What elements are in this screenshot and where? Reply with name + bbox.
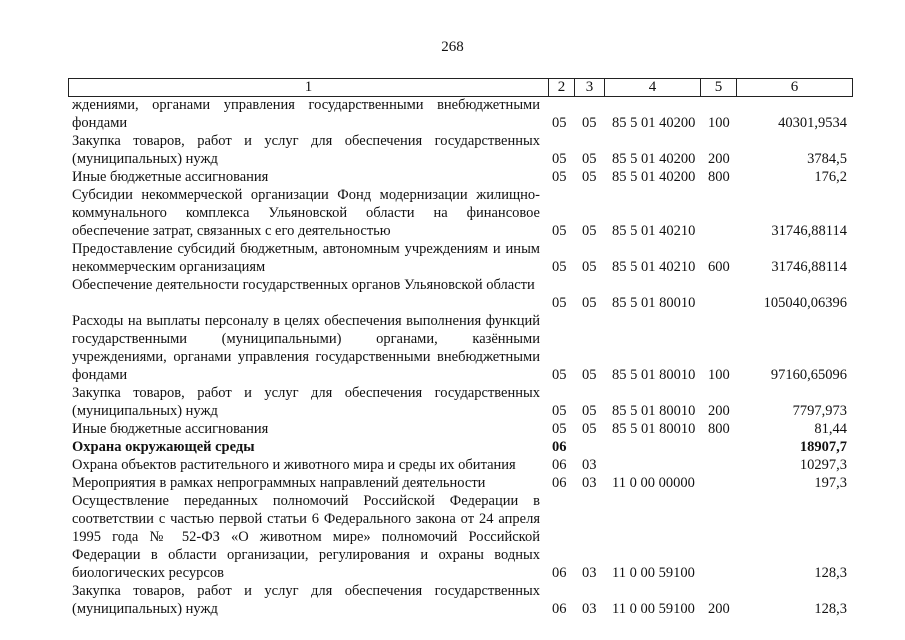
row-description: Иные бюджетные ассигнования [72,421,269,437]
row-subsection: 05 [582,367,597,383]
row-section: 05 [552,259,567,275]
row-section: 05 [552,295,567,311]
header-col-5: 5 [701,79,737,96]
row-section: 06 [552,601,567,617]
table-row [0,276,905,312]
table-row [0,132,905,168]
row-section: 05 [552,403,567,419]
row-section: 06 [552,565,567,581]
row-amount: 7797,973 [792,403,847,419]
row-subsection: 05 [582,115,597,131]
row-description: Мероприятия в рамках непрограммных направлений деятельности [72,475,486,491]
row-subsection: 05 [582,421,597,437]
row-description: Закупка товаров, работ и услуг для обеспечения государственных (муниципальных) нужд [72,385,540,419]
header-col-1: 1 [69,79,549,96]
row-amount: 3784,5 [807,151,847,167]
row-amount: 97160,65096 [770,367,847,383]
row-description: Субсидии некоммерческой организации Фонд модернизации жилищно-коммунального комплекса Ульяновской области на финансовое обеспечение затрат, связанных с его деятельностью [72,187,540,239]
table-row [0,312,905,384]
row-expense-type: 200 [708,403,730,419]
table-row [0,456,905,474]
row-description: Осуществление переданных полномочий Российской Федерации в соответствии с частью первой статьи 6 Федерального закона от 24 апреля 1995 года № 52-ФЗ «О животном мире» полномочий Российской Федерации в области организации, регулирования и охраны водных биологических ресурсов [72,493,540,581]
row-target-code: 85 5 01 80010 [612,295,696,311]
page-number: 268 [441,39,464,55]
row-amount: 40301,9534 [778,115,847,131]
row-subsection: 03 [582,565,597,581]
table-header [68,78,853,97]
row-target-code: 85 5 01 80010 [612,403,696,419]
row-section: 06 [552,457,567,473]
header-col-3: 3 [575,79,605,96]
table-row-section-heading [0,438,905,456]
row-section: 05 [552,151,567,167]
table-row [0,168,905,186]
row-subsection: 05 [582,295,597,311]
row-section: 05 [552,115,567,131]
row-amount: 197,3 [814,475,847,491]
row-subsection: 05 [582,403,597,419]
row-target-code: 85 5 01 40200 [612,151,696,167]
table-row [0,420,905,438]
row-amount: 176,2 [814,169,847,185]
row-section: 05 [552,169,567,185]
row-subsection: 03 [582,457,597,473]
row-expense-type: 100 [708,367,730,383]
row-description: Охрана окружающей среды [72,439,255,455]
table-row [0,96,905,132]
row-amount: 10297,3 [799,457,847,473]
table-row [0,582,905,618]
row-subsection: 03 [582,601,597,617]
row-description: ждениями, органами управления государственными внебюджетными фондами [72,97,540,131]
header-col-2: 2 [549,79,575,96]
row-description: Иные бюджетные ассигнования [72,169,269,185]
row-expense-type: 200 [708,151,730,167]
row-expense-type: 600 [708,259,730,275]
row-description: Предоставление субсидий бюджетным, автономным учреждениям и иным некоммерческим организациям [72,241,540,275]
row-section: 05 [552,421,567,437]
row-expense-type: 800 [708,169,730,185]
row-target-code: 85 5 01 80010 [612,421,696,437]
table-row [0,240,905,276]
row-subsection: 05 [582,169,597,185]
row-expense-type: 800 [708,421,730,437]
header-col-6: 6 [790,79,799,95]
row-amount: 18907,7 [799,439,847,455]
table-row [0,474,905,492]
row-section: 05 [552,223,567,239]
row-description: Обеспечение деятельности государственных органов Ульяновской области [72,277,535,293]
row-target-code: 85 5 01 40210 [612,259,696,275]
row-expense-type: 100 [708,115,730,131]
row-subsection: 05 [582,259,597,275]
row-description: Закупка товаров, работ и услуг для обеспечения государственных (муниципальных) нужд [72,583,540,617]
row-target-code: 85 5 01 40200 [612,169,696,185]
row-section: 06 [552,475,567,491]
row-target-code: 11 0 00 59100 [612,565,695,581]
row-amount: 105040,06396 [763,295,847,311]
row-amount: 81,44 [814,421,847,437]
header-col-4: 4 [605,79,701,96]
row-target-code: 11 0 00 00000 [612,475,695,491]
row-target-code: 85 5 01 80010 [612,367,696,383]
row-expense-type: 200 [708,601,730,617]
table-row [0,492,905,582]
row-section: 06 [552,439,567,455]
row-target-code: 85 5 01 40210 [612,223,696,239]
row-amount: 31746,88114 [771,223,847,239]
row-description: Расходы на выплаты персоналу в целях обеспечения выполнения функций государственными (муниципальными) органами, казёнными учреждениями, органами управления государственными внебюджетными фондами [72,313,540,383]
row-subsection: 05 [582,151,597,167]
row-target-code: 11 0 00 59100 [612,601,695,617]
row-target-code: 85 5 01 40200 [612,115,696,131]
row-subsection: 05 [582,223,597,239]
row-subsection: 03 [582,475,597,491]
table-row [0,384,905,420]
row-amount: 128,3 [814,601,847,617]
row-description: Охрана объектов растительного и животного мира и среды их обитания [72,457,516,473]
row-section: 05 [552,367,567,383]
row-amount: 31746,88114 [771,259,847,275]
table-row [0,186,905,240]
row-description: Закупка товаров, работ и услуг для обеспечения государственных (муниципальных) нужд [72,133,540,167]
row-amount: 128,3 [814,565,847,581]
